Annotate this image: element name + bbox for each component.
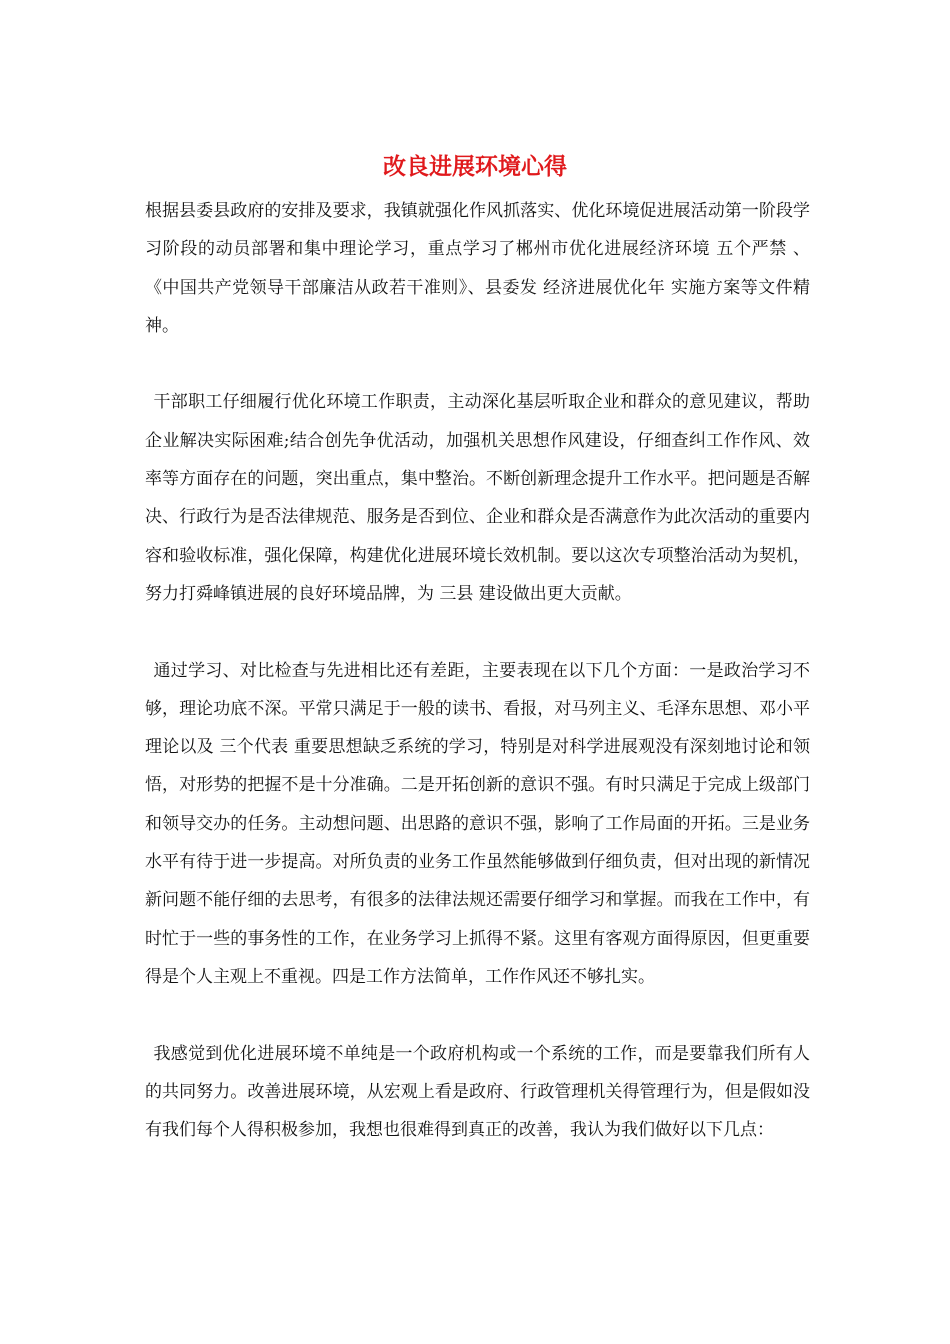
document-title: 改良进展环境心得 [383,153,567,180]
paragraph-gap [145,996,810,1034]
paragraph-4: 我感觉到优化进展环境不单纯是一个政府机构或一个系统的工作，而是要靠我们所有人的共同努力。改善进展环境，从宏观上看是政府、行政管理机关得管理行为，但是假如没有我们每个人得积极参加，我想也很难得到真正的改善，我认为我们做好以下几点： [145,1043,810,1141]
document-body [145,192,810,1149]
paragraph-3: 通过学习、对比检查与先进相比还有差距，主要表现在以下几个方面：一是政治学习不够，理论功底不深。平常只满足于一般的读书、看报，对马列主义、毛泽东思想、邓小平理论以及 三个代表 重要思想缺乏系统的学习，特别是对科学进展观没有深刻地讨论和领悟，对形势的把握不是十分准确。二是开拓创新的意识不强。有时只满足于完成上级部门和领导交办的任务。主动想问题、出思路的意识不强，影响了工作局面的开拓。三是业务水平有待于进一步提高。对所负责的业务工作虽然能够做到仔细负责，但对出现的新情况新问题不能仔细的去思考，有很多的法律法规还需要仔细学习和掌握。而我在工作中，有时忙于一些的事务性的工作，在业务学习上抓得不紧。这里有客观方面得原因，但更重要得是个人主观上不重视。四是工作方法简单，工作作风还不够扎实。 [145,660,810,987]
paragraph-2: 干部职工仔细履行优化环境工作职责，主动深化基层听取企业和群众的意见建议，帮助企业解决实际困难;结合创先争优活动，加强机关思想作风建设，仔细查纠工作作风、效率等方面存在的问题，突出重点，集中整治。不断创新理念提升工作水平。把问题是否解决、行政行为是否法律规范、服务是否到位、企业和群众是否满意作为此次活动的重要内容和验收标准，强化保障，构建优化进展环境长效机制。要以这次专项整治活动为契机，努力打舜峰镇进展的良好环境品牌，为 三县 建设做出更大贡献。 [145,392,810,604]
paragraph-gap [145,613,810,651]
paragraph-1: 根据县委县政府的安排及要求，我镇就强化作风抓落实、优化环境促进展活动第一阶段学习阶段的动员部署和集中理论学习，重点学习了郴州市优化进展经济环境 五个严禁 、《中国共产党领导干部廉洁从政若干准则》、县委发 经济进展优化年 实施方案等文件精神。 [145,201,810,336]
paragraph-gap [145,345,810,383]
